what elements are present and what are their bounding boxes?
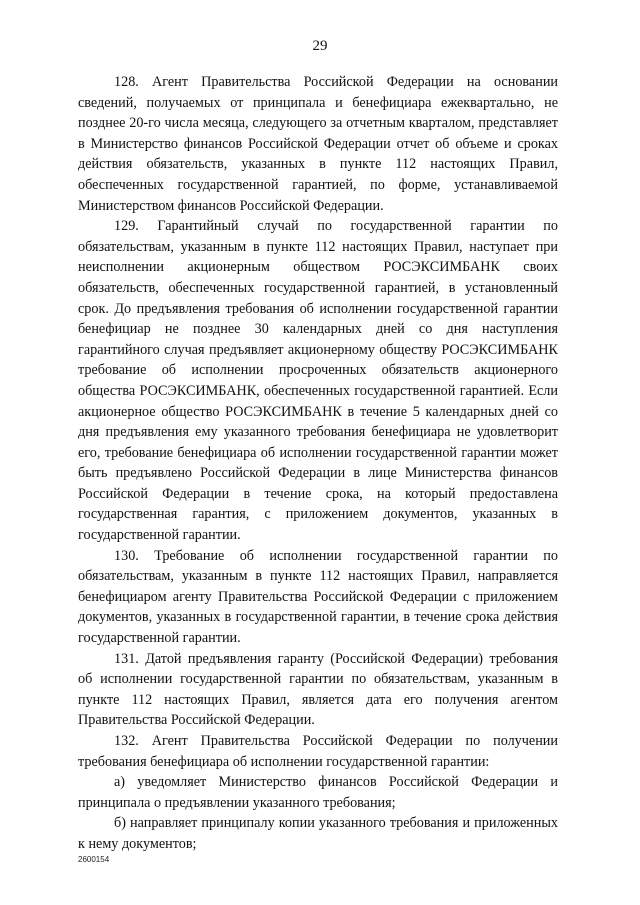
paragraph-130: 130. Требование об исполнении государственной гарантии по обязательствам, указанным в пункте 112 настоящих Правил, направляется бенефициаром агенту Правительства Российской Федерации с приложением документов, указанных в государственной гарантии, в течение срока действия государственной гарантии. — [78, 547, 558, 647]
paragraph-129: 129. Гарантийный случай по государственной гарантии по обязательствам, указанным в пункте 112 настоящих Правил, наступает при неисполнении акционерным обществом РОСЭКСИМБАНК своих обязательств, обеспеченных государственной гарантией, в установленный срок. До предъявления требования об исполнении государственной гарантии бенефициар не позднее 30 календарных дней со дня наступления гарантийного случая предъявляет акционерному обществу РОСЭКСИМБАНК требование об исполнении просроченных обязательств акционерного общества РОСЭКСИМБАНК, обеспеченных государственной гарантией. Если акционерное общество РОСЭКСИМБАНК в течение 5 календарных дней со дня предъявления ему указанного требования бенефициара не удовлетворит его, требование бенефициара об исполнении государственной гарантии может быть предъявлено Российской Федерации в лице Министерства финансов Российской Федерации в течение срока, на который предоставлена государственная гарантия, с приложением документов, указанных в государственной гарантии. — [78, 218, 558, 544]
paragraph-132-a: а) уведомляет Министерство финансов Российской Федерации и принципала о предъявлении указанного требования; — [78, 774, 558, 811]
page-number: 29 — [312, 38, 328, 54]
paragraph-128: 128. Агент Правительства Российской Федерации на основании сведений, получаемых от принципала и бенефициара ежеквартально, не позднее 20-го числа месяца, следующего за отчетным кварталом, представляет в Министерство финансов Российской Федерации отчет об объеме и сроках действия обязательств, указанных в пункте 112 настоящих Правил, обеспеченных государственной гарантией, по форме, устанавливаемой Министерством финансов Российской Федерации. — [78, 74, 558, 214]
paragraph-131: 131. Датой предъявления гаранту (Российской Федерации) требования об исполнении государственной гарантии по обязательствам, указанным в пункте 112 настоящих Правил, является дата его получения агентом Правительства Российской Федерации. — [78, 650, 558, 729]
paragraph-132: 132. Агент Правительства Российской Федерации по получении требования бенефициара об исполнении государственной гарантии: — [78, 733, 558, 770]
document-body — [78, 72, 558, 855]
document-code: 2600154 — [78, 855, 110, 864]
paragraph-132-b: б) направляет принципалу копии указанного требования и приложенных к нему документов; — [78, 815, 558, 852]
